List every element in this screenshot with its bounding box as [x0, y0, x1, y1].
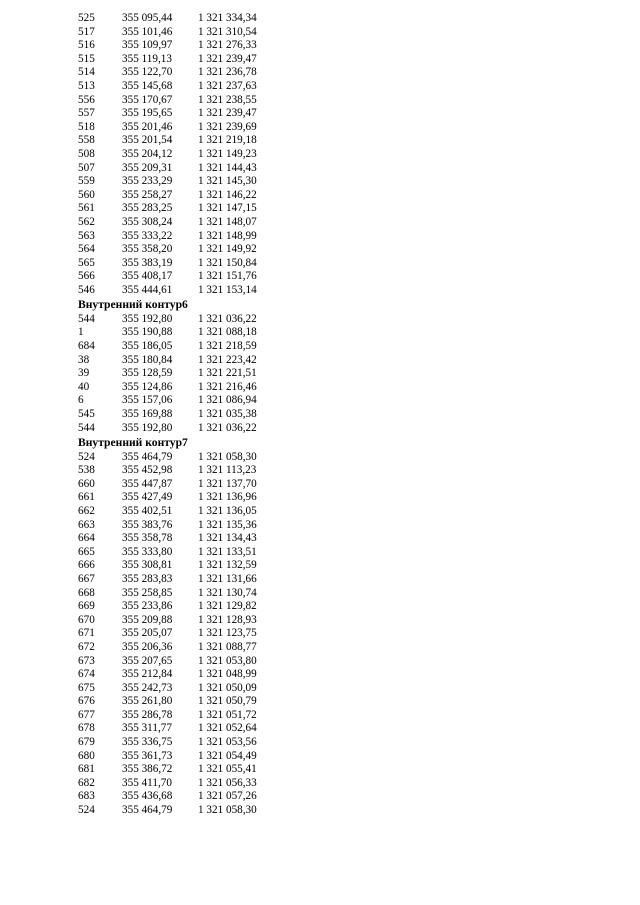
y-coordinate: 1 321 145,30 — [198, 175, 257, 188]
y-coordinate: 1 321 054,49 — [198, 749, 257, 762]
coordinate-section — [78, 435, 378, 817]
point-number: 661 — [78, 491, 95, 504]
y-coordinate: 1 321 050,79 — [198, 695, 257, 708]
point-number: 665 — [78, 545, 95, 558]
coordinate-section — [78, 12, 378, 297]
x-coordinate: 355 452,98 — [122, 464, 173, 477]
table-row — [78, 80, 378, 94]
point-number: 672 — [78, 640, 95, 653]
x-coordinate: 355 201,46 — [122, 120, 173, 133]
point-number: 517 — [78, 25, 95, 38]
y-coordinate: 1 321 133,51 — [198, 545, 257, 558]
table-row — [78, 216, 378, 230]
x-coordinate: 355 209,88 — [122, 613, 173, 626]
y-coordinate: 1 321 088,77 — [198, 640, 257, 653]
x-coordinate: 355 283,83 — [122, 572, 173, 585]
x-coordinate: 355 201,54 — [122, 134, 173, 147]
point-number: 559 — [78, 175, 95, 188]
point-number: 525 — [78, 12, 95, 24]
point-number: 680 — [78, 749, 95, 762]
y-coordinate: 1 321 148,07 — [198, 215, 257, 228]
table-row — [78, 175, 378, 189]
x-coordinate: 355 157,06 — [122, 394, 173, 407]
y-coordinate: 1 321 051,72 — [198, 708, 257, 721]
table-row — [78, 451, 378, 465]
y-coordinate: 1 321 136,96 — [198, 491, 257, 504]
point-number: 560 — [78, 188, 95, 201]
x-coordinate: 355 124,86 — [122, 380, 173, 393]
point-number: 564 — [78, 243, 95, 256]
table-row — [78, 53, 378, 67]
point-number: 679 — [78, 736, 95, 749]
table-row — [78, 573, 378, 587]
point-number: 565 — [78, 256, 95, 269]
x-coordinate: 355 169,88 — [122, 408, 173, 421]
x-coordinate: 355 333,80 — [122, 545, 173, 558]
point-number: 561 — [78, 202, 95, 215]
x-coordinate: 355 101,46 — [122, 25, 173, 38]
table-row — [78, 777, 378, 791]
x-coordinate: 355 336,75 — [122, 736, 173, 749]
point-number: 538 — [78, 464, 95, 477]
table-row — [78, 655, 378, 669]
x-coordinate: 355 444,61 — [122, 283, 173, 296]
table-row — [78, 627, 378, 641]
x-coordinate: 355 308,24 — [122, 215, 173, 228]
x-coordinate: 355 109,97 — [122, 39, 173, 52]
table-row — [78, 107, 378, 121]
point-number: 668 — [78, 586, 95, 599]
table-row — [78, 695, 378, 709]
table-row — [78, 532, 378, 546]
y-coordinate: 1 321 129,82 — [198, 600, 257, 613]
point-number: 556 — [78, 93, 95, 106]
point-number: 671 — [78, 627, 95, 640]
table-row — [78, 478, 378, 492]
x-coordinate: 355 233,29 — [122, 175, 173, 188]
y-coordinate: 1 321 113,23 — [198, 464, 257, 477]
x-coordinate: 355 242,73 — [122, 681, 173, 694]
point-number: 558 — [78, 134, 95, 147]
point-number: 557 — [78, 107, 95, 120]
y-coordinate: 1 321 238,55 — [198, 93, 257, 106]
y-coordinate: 1 321 237,63 — [198, 79, 257, 92]
point-number: 684 — [78, 340, 95, 353]
point-number: 673 — [78, 654, 95, 667]
y-coordinate: 1 321 036,22 — [198, 312, 257, 325]
x-coordinate: 355 170,67 — [122, 93, 173, 106]
table-row — [78, 600, 378, 614]
table-row — [78, 313, 378, 327]
y-coordinate: 1 321 135,36 — [198, 518, 257, 531]
point-number: 544 — [78, 421, 95, 434]
table-row — [78, 408, 378, 422]
point-number: 674 — [78, 668, 95, 681]
point-number: 516 — [78, 39, 95, 52]
x-coordinate: 355 286,78 — [122, 708, 173, 721]
x-coordinate: 355 311,77 — [122, 722, 172, 735]
coordinate-document — [78, 12, 378, 818]
table-row — [78, 243, 378, 257]
y-coordinate: 1 321 223,42 — [198, 353, 257, 366]
x-coordinate: 355 358,78 — [122, 532, 173, 545]
x-coordinate: 355 128,59 — [122, 367, 173, 380]
point-number: 566 — [78, 270, 95, 283]
x-coordinate: 355 209,31 — [122, 161, 173, 174]
table-row — [78, 257, 378, 271]
y-coordinate: 1 321 218,59 — [198, 340, 257, 353]
point-number: 513 — [78, 79, 95, 92]
y-coordinate: 1 321 058,30 — [198, 804, 257, 817]
x-coordinate: 355 180,84 — [122, 353, 173, 366]
y-coordinate: 1 321 055,41 — [198, 763, 257, 776]
x-coordinate: 355 358,20 — [122, 243, 173, 256]
table-row — [78, 26, 378, 40]
table-row — [78, 39, 378, 53]
x-coordinate: 355 119,13 — [122, 52, 172, 65]
point-number: 678 — [78, 722, 95, 735]
table-row — [78, 464, 378, 478]
x-coordinate: 355 427,49 — [122, 491, 173, 504]
y-coordinate: 1 321 035,38 — [198, 408, 257, 421]
table-row — [78, 202, 378, 216]
x-coordinate: 355 212,84 — [122, 668, 173, 681]
table-row — [78, 66, 378, 80]
point-number: 40 — [78, 380, 90, 393]
table-row — [78, 682, 378, 696]
x-coordinate: 355 283,25 — [122, 202, 173, 215]
y-coordinate: 1 321 050,09 — [198, 681, 257, 694]
y-coordinate: 1 321 057,26 — [198, 790, 257, 803]
y-coordinate: 1 321 151,76 — [198, 270, 257, 283]
table-row — [78, 519, 378, 533]
y-coordinate: 1 321 053,80 — [198, 654, 257, 667]
table-row — [78, 722, 378, 736]
x-coordinate: 355 464,79 — [122, 804, 173, 817]
x-coordinate: 355 447,87 — [122, 477, 173, 490]
table-row — [78, 381, 378, 395]
table-row — [78, 230, 378, 244]
y-coordinate: 1 321 239,47 — [198, 52, 257, 65]
x-coordinate: 355 308,81 — [122, 559, 173, 572]
y-coordinate: 1 321 276,33 — [198, 39, 257, 52]
y-coordinate: 1 321 149,92 — [198, 243, 257, 256]
y-coordinate: 1 321 216,46 — [198, 380, 257, 393]
table-row — [78, 641, 378, 655]
y-coordinate: 1 321 131,66 — [198, 572, 257, 585]
y-coordinate: 1 321 144,43 — [198, 161, 257, 174]
point-number: 675 — [78, 681, 95, 694]
x-coordinate: 355 233,86 — [122, 600, 173, 613]
point-number: 39 — [78, 367, 90, 380]
point-number: 508 — [78, 147, 95, 160]
y-coordinate: 1 321 153,14 — [198, 283, 257, 296]
x-coordinate: 355 402,51 — [122, 504, 173, 517]
coordinate-section — [78, 297, 378, 435]
table-row — [78, 546, 378, 560]
point-number: 507 — [78, 161, 95, 174]
table-row — [78, 804, 378, 818]
point-number: 545 — [78, 408, 95, 421]
x-coordinate: 355 204,12 — [122, 147, 173, 160]
y-coordinate: 1 321 239,47 — [198, 107, 257, 120]
point-number: 546 — [78, 283, 95, 296]
table-row — [78, 121, 378, 135]
y-coordinate: 1 321 053,56 — [198, 736, 257, 749]
table-row — [78, 736, 378, 750]
point-number: 514 — [78, 66, 95, 79]
table-row — [78, 422, 378, 436]
x-coordinate: 355 383,76 — [122, 518, 173, 531]
table-row — [78, 763, 378, 777]
table-row — [78, 326, 378, 340]
point-number: 667 — [78, 572, 95, 585]
x-coordinate: 355 436,68 — [122, 790, 173, 803]
y-coordinate: 1 321 130,74 — [198, 586, 257, 599]
y-coordinate: 1 321 052,64 — [198, 722, 257, 735]
point-number: 38 — [78, 353, 90, 366]
x-coordinate: 355 261,80 — [122, 695, 173, 708]
x-coordinate: 355 122,70 — [122, 66, 173, 79]
table-row — [78, 394, 378, 408]
section-heading: Внутренний контур7 — [78, 436, 188, 450]
point-number: 660 — [78, 477, 95, 490]
y-coordinate: 1 321 136,05 — [198, 504, 257, 517]
x-coordinate: 355 258,85 — [122, 586, 173, 599]
x-coordinate: 355 206,36 — [122, 640, 173, 653]
y-coordinate: 1 321 146,22 — [198, 188, 257, 201]
x-coordinate: 355 464,79 — [122, 450, 173, 463]
y-coordinate: 1 321 239,69 — [198, 120, 257, 133]
point-number: 515 — [78, 52, 95, 65]
point-number: 664 — [78, 532, 95, 545]
point-number: 681 — [78, 763, 95, 776]
y-coordinate: 1 321 236,78 — [198, 66, 257, 79]
table-row — [78, 790, 378, 804]
point-number: 563 — [78, 229, 95, 242]
table-row — [78, 148, 378, 162]
y-coordinate: 1 321 134,43 — [198, 532, 257, 545]
y-coordinate: 1 321 132,59 — [198, 559, 257, 572]
point-number: 669 — [78, 600, 95, 613]
table-row — [78, 367, 378, 381]
point-number: 524 — [78, 804, 95, 817]
point-number: 518 — [78, 120, 95, 133]
table-row — [78, 668, 378, 682]
y-coordinate: 1 321 128,93 — [198, 613, 257, 626]
x-coordinate: 355 258,27 — [122, 188, 173, 201]
section-heading: Внутренний контур6 — [78, 298, 188, 312]
table-row — [78, 284, 378, 298]
y-coordinate: 1 321 056,33 — [198, 776, 257, 789]
y-coordinate: 1 321 147,15 — [198, 202, 257, 215]
y-coordinate: 1 321 334,34 — [198, 12, 257, 24]
point-number: 677 — [78, 708, 95, 721]
table-row — [78, 270, 378, 284]
table-row — [78, 587, 378, 601]
y-coordinate: 1 321 123,75 — [198, 627, 257, 640]
y-coordinate: 1 321 036,22 — [198, 421, 257, 434]
y-coordinate: 1 321 058,30 — [198, 450, 257, 463]
table-row — [78, 12, 378, 26]
y-coordinate: 1 321 148,99 — [198, 229, 257, 242]
point-number: 683 — [78, 790, 95, 803]
x-coordinate: 355 386,72 — [122, 763, 173, 776]
x-coordinate: 355 095,44 — [122, 12, 173, 24]
x-coordinate: 355 333,22 — [122, 229, 173, 242]
point-number: 670 — [78, 613, 95, 626]
table-row — [78, 162, 378, 176]
x-coordinate: 355 383,19 — [122, 256, 173, 269]
point-number: 544 — [78, 312, 95, 325]
point-number: 663 — [78, 518, 95, 531]
table-row — [78, 134, 378, 148]
table-row — [78, 614, 378, 628]
point-number: 1 — [78, 326, 84, 339]
x-coordinate: 355 411,70 — [122, 776, 172, 789]
point-number: 562 — [78, 215, 95, 228]
y-coordinate: 1 321 048,99 — [198, 668, 257, 681]
table-row — [78, 491, 378, 505]
table-row — [78, 505, 378, 519]
x-coordinate: 355 186,05 — [122, 340, 173, 353]
y-coordinate: 1 321 088,18 — [198, 326, 257, 339]
table-row — [78, 94, 378, 108]
x-coordinate: 355 361,73 — [122, 749, 173, 762]
point-number: 524 — [78, 450, 95, 463]
point-number: 682 — [78, 776, 95, 789]
x-coordinate: 355 207,65 — [122, 654, 173, 667]
point-number: 6 — [78, 394, 84, 407]
table-row — [78, 750, 378, 764]
x-coordinate: 355 408,17 — [122, 270, 173, 283]
x-coordinate: 355 145,68 — [122, 79, 173, 92]
table-row — [78, 189, 378, 203]
y-coordinate: 1 321 219,18 — [198, 134, 257, 147]
y-coordinate: 1 321 150,84 — [198, 256, 257, 269]
table-row — [78, 340, 378, 354]
x-coordinate: 355 195,65 — [122, 107, 173, 120]
y-coordinate: 1 321 137,70 — [198, 477, 257, 490]
y-coordinate: 1 321 310,54 — [198, 25, 257, 38]
table-row — [78, 354, 378, 368]
point-number: 676 — [78, 695, 95, 708]
x-coordinate: 355 192,80 — [122, 312, 173, 325]
x-coordinate: 355 190,88 — [122, 326, 173, 339]
y-coordinate: 1 321 086,94 — [198, 394, 257, 407]
point-number: 666 — [78, 559, 95, 572]
x-coordinate: 355 205,07 — [122, 627, 173, 640]
y-coordinate: 1 321 149,23 — [198, 147, 257, 160]
table-row — [78, 709, 378, 723]
x-coordinate: 355 192,80 — [122, 421, 173, 434]
point-number: 662 — [78, 504, 95, 517]
table-row — [78, 559, 378, 573]
y-coordinate: 1 321 221,51 — [198, 367, 257, 380]
